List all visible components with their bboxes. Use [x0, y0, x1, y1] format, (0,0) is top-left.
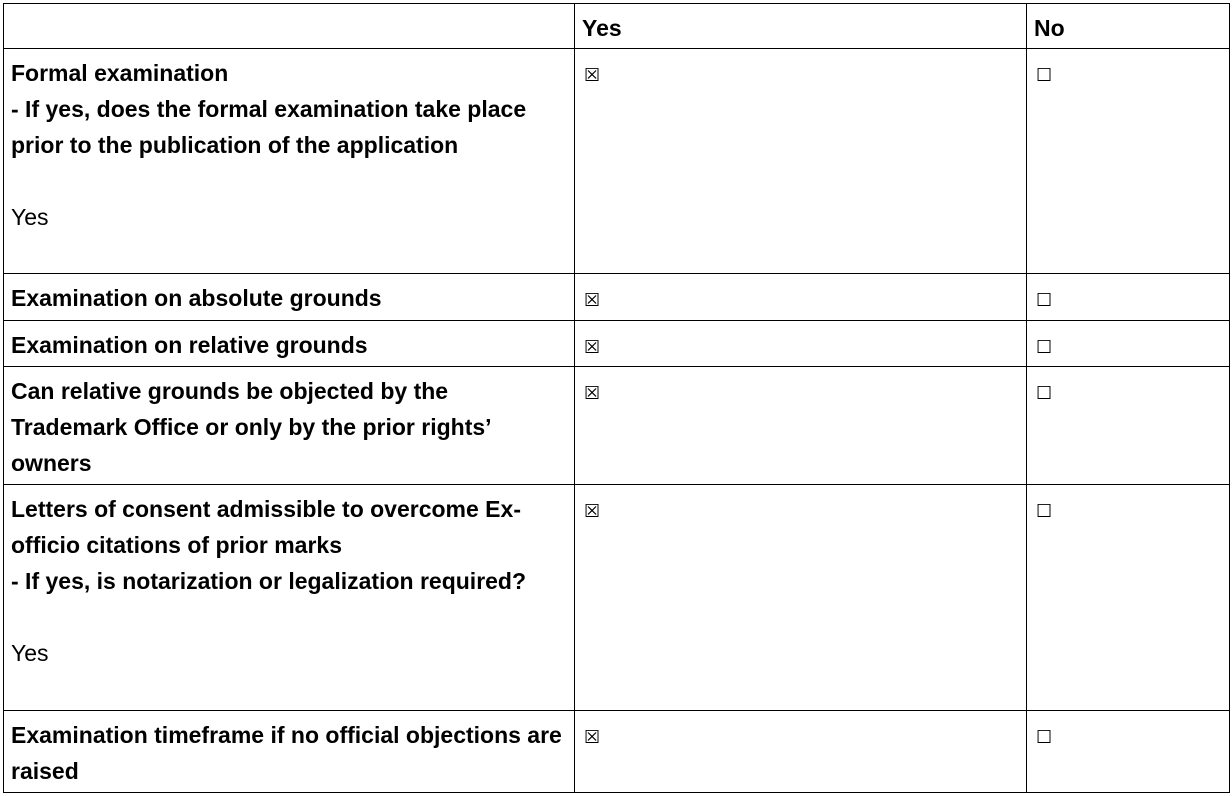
no-cell	[1027, 49, 1230, 274]
row-label-cell	[4, 274, 575, 321]
table-row	[4, 274, 1230, 321]
yes-checkbox-checked[interactable]: ☒	[584, 65, 601, 86]
row-label: Letters of consent admissible to overcome Ex-officio citations of prior marks - If yes, is notarization or legalization required?	[11, 496, 527, 594]
yes-checkbox-checked[interactable]: ☒	[584, 290, 601, 311]
row-label: Examination timeframe if no official objections are raised	[11, 722, 562, 784]
yes-cell	[575, 274, 1027, 321]
row-label: Examination on absolute grounds	[11, 285, 382, 311]
row-label: Can relative grounds be objected by the Trademark Office or only by the prior rights’ owners	[11, 378, 491, 476]
no-cell	[1027, 485, 1230, 711]
no-checkbox-unchecked[interactable]: ☐	[1036, 383, 1053, 404]
no-cell	[1027, 321, 1230, 367]
yes-cell	[575, 711, 1027, 793]
table-row	[4, 485, 1230, 711]
header-row	[4, 4, 1230, 49]
no-checkbox-unchecked[interactable]: ☐	[1036, 290, 1053, 311]
row-label-cell	[4, 49, 575, 274]
no-checkbox-unchecked[interactable]: ☐	[1036, 727, 1053, 748]
table-row	[4, 711, 1230, 793]
header-no-cell: No	[1027, 4, 1230, 49]
examination-table	[3, 3, 1230, 793]
row-label-cell	[4, 321, 575, 367]
table-row	[4, 321, 1230, 367]
header-yes-cell: Yes	[575, 4, 1027, 49]
table-row	[4, 367, 1230, 485]
no-cell	[1027, 711, 1230, 793]
row-label: Examination on relative grounds	[11, 332, 368, 358]
no-cell	[1027, 274, 1230, 321]
row-label: Formal examination - If yes, does the formal examination take place prior to the publication of the application	[11, 60, 527, 158]
yes-cell	[575, 367, 1027, 485]
yes-checkbox-checked[interactable]: ☒	[584, 501, 601, 522]
row-answer: Yes	[11, 640, 49, 666]
yes-checkbox-checked[interactable]: ☒	[584, 337, 601, 358]
row-answer: Yes	[11, 204, 49, 230]
no-checkbox-unchecked[interactable]: ☐	[1036, 65, 1053, 86]
row-label-cell	[4, 485, 575, 711]
row-label-cell	[4, 711, 575, 793]
no-cell	[1027, 367, 1230, 485]
yes-cell	[575, 485, 1027, 711]
no-checkbox-unchecked[interactable]: ☐	[1036, 337, 1053, 358]
yes-checkbox-checked[interactable]: ☒	[584, 727, 601, 748]
yes-cell	[575, 321, 1027, 367]
table-row	[4, 49, 1230, 274]
yes-checkbox-checked[interactable]: ☒	[584, 383, 601, 404]
row-label-cell	[4, 367, 575, 485]
header-label-cell	[4, 4, 575, 49]
no-checkbox-unchecked[interactable]: ☐	[1036, 501, 1053, 522]
yes-cell	[575, 49, 1027, 274]
